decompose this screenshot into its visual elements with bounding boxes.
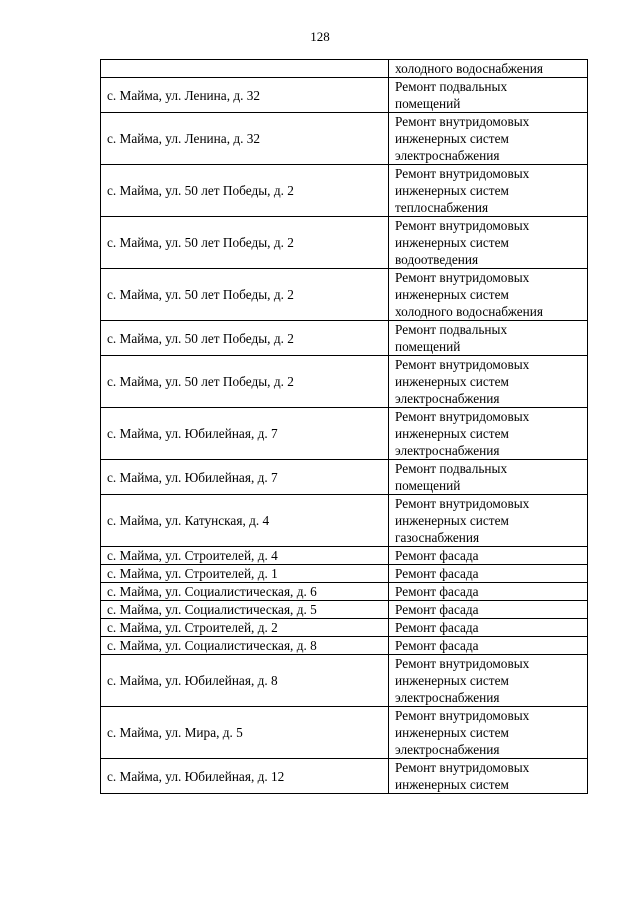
- work-type-cell: [389, 460, 588, 495]
- address-cell: с. Майма, ул. Строителей, д. 4: [101, 547, 389, 565]
- table-row: [101, 113, 588, 165]
- work-type-line: инженерных систем: [395, 673, 509, 688]
- work-type-cell: [389, 655, 588, 707]
- address-cell: с. Майма, ул. Социалистическая, д. 6: [101, 583, 389, 601]
- work-type-line: помещений: [395, 96, 461, 111]
- address-cell: с. Майма, ул. Юбилейная, д. 8: [101, 655, 389, 707]
- work-type-line: Ремонт подвальных: [395, 322, 508, 337]
- address-cell: с. Майма, ул. Социалистическая, д. 5: [101, 601, 389, 619]
- table-row: [101, 583, 588, 601]
- table-row: [101, 495, 588, 547]
- table-row: [101, 460, 588, 495]
- work-type-line: холодного водоснабжения: [395, 61, 543, 76]
- work-type-line: Ремонт внутридомовых: [395, 166, 530, 181]
- work-type-cell: [389, 619, 588, 637]
- work-type-line: Ремонт фасада: [395, 548, 479, 563]
- work-type-line: Ремонт внутридомовых: [395, 708, 530, 723]
- work-type-line: инженерных систем: [395, 777, 509, 792]
- table-row: [101, 60, 588, 78]
- work-type-cell: [389, 78, 588, 113]
- address-cell: с. Майма, ул. Катунская, д. 4: [101, 495, 389, 547]
- table-row: [101, 759, 588, 794]
- work-type-cell: [389, 707, 588, 759]
- address-cell: с. Майма, ул. Ленина, д. 32: [101, 78, 389, 113]
- work-type-line: инженерных систем: [395, 426, 509, 441]
- work-type-line: инженерных систем: [395, 183, 509, 198]
- work-type-cell: [389, 759, 588, 794]
- work-type-line: инженерных систем: [395, 374, 509, 389]
- table-row: [101, 408, 588, 460]
- address-cell: с. Майма, ул. Юбилейная, д. 12: [101, 759, 389, 794]
- table-row: [101, 655, 588, 707]
- work-type-line: помещений: [395, 339, 461, 354]
- address-cell: с. Майма, ул. 50 лет Победы, д. 2: [101, 165, 389, 217]
- work-type-cell: [389, 495, 588, 547]
- address-cell: [101, 60, 389, 78]
- work-type-line: инженерных систем: [395, 513, 509, 528]
- work-type-line: инженерных систем: [395, 725, 509, 740]
- table-row: [101, 637, 588, 655]
- work-type-cell: [389, 565, 588, 583]
- work-type-line: Ремонт внутридомовых: [395, 218, 530, 233]
- work-type-line: инженерных систем: [395, 235, 509, 250]
- work-type-line: Ремонт фасада: [395, 638, 479, 653]
- address-cell: с. Майма, ул. Ленина, д. 32: [101, 113, 389, 165]
- table-row: [101, 165, 588, 217]
- address-cell: с. Майма, ул. Юбилейная, д. 7: [101, 408, 389, 460]
- work-type-cell: [389, 583, 588, 601]
- work-type-cell: [389, 165, 588, 217]
- table-row: [101, 619, 588, 637]
- page-number: 128: [310, 29, 330, 44]
- address-cell: с. Майма, ул. 50 лет Победы, д. 2: [101, 217, 389, 269]
- address-cell: с. Майма, ул. Мира, д. 5: [101, 707, 389, 759]
- table-row: [101, 547, 588, 565]
- work-type-line: Ремонт подвальных: [395, 461, 508, 476]
- address-cell: с. Майма, ул. Строителей, д. 2: [101, 619, 389, 637]
- work-type-cell: [389, 269, 588, 321]
- work-type-cell: [389, 601, 588, 619]
- work-type-line: электроснабжения: [395, 742, 500, 757]
- work-type-cell: [389, 113, 588, 165]
- work-type-line: Ремонт внутридомовых: [395, 114, 530, 129]
- work-type-line: Ремонт подвальных: [395, 79, 508, 94]
- work-type-line: электроснабжения: [395, 391, 500, 406]
- table-row: [101, 601, 588, 619]
- work-type-line: электроснабжения: [395, 148, 500, 163]
- works-table: [100, 59, 588, 794]
- work-type-line: инженерных систем: [395, 287, 509, 302]
- table-row: [101, 565, 588, 583]
- address-cell: с. Майма, ул. 50 лет Победы, д. 2: [101, 356, 389, 408]
- work-type-cell: [389, 637, 588, 655]
- work-type-line: Ремонт фасада: [395, 620, 479, 635]
- work-type-line: Ремонт внутридомовых: [395, 656, 530, 671]
- address-cell: с. Майма, ул. 50 лет Победы, д. 2: [101, 269, 389, 321]
- table-row: [101, 217, 588, 269]
- work-type-line: водоотведения: [395, 252, 479, 267]
- work-type-line: Ремонт фасада: [395, 566, 479, 581]
- work-type-line: Ремонт фасада: [395, 602, 479, 617]
- work-type-line: Ремонт внутридомовых: [395, 496, 530, 511]
- table-row: [101, 321, 588, 356]
- works-table-body: [101, 60, 588, 794]
- work-type-line: холодного водоснабжения: [395, 304, 543, 319]
- work-type-line: инженерных систем: [395, 131, 509, 146]
- table-row: [101, 707, 588, 759]
- table-row: [101, 356, 588, 408]
- table-row: [101, 269, 588, 321]
- work-type-line: теплоснабжения: [395, 200, 489, 215]
- work-type-cell: [389, 408, 588, 460]
- work-type-cell: [389, 321, 588, 356]
- work-type-cell: [389, 356, 588, 408]
- work-type-line: Ремонт фасада: [395, 584, 479, 599]
- work-type-line: газоснабжения: [395, 530, 480, 545]
- work-type-line: электроснабжения: [395, 690, 500, 705]
- work-type-line: электроснабжения: [395, 443, 500, 458]
- address-cell: с. Майма, ул. Социалистическая, д. 8: [101, 637, 389, 655]
- work-type-cell: [389, 547, 588, 565]
- work-type-line: Ремонт внутридомовых: [395, 357, 530, 372]
- work-type-line: Ремонт внутридомовых: [395, 409, 530, 424]
- address-cell: с. Майма, ул. Строителей, д. 1: [101, 565, 389, 583]
- work-type-line: помещений: [395, 478, 461, 493]
- address-cell: с. Майма, ул. Юбилейная, д. 7: [101, 460, 389, 495]
- work-type-line: Ремонт внутридомовых: [395, 760, 530, 775]
- table-row: [101, 78, 588, 113]
- work-type-cell: [389, 217, 588, 269]
- work-type-line: Ремонт внутридомовых: [395, 270, 530, 285]
- address-cell: с. Майма, ул. 50 лет Победы, д. 2: [101, 321, 389, 356]
- work-type-cell: [389, 60, 588, 78]
